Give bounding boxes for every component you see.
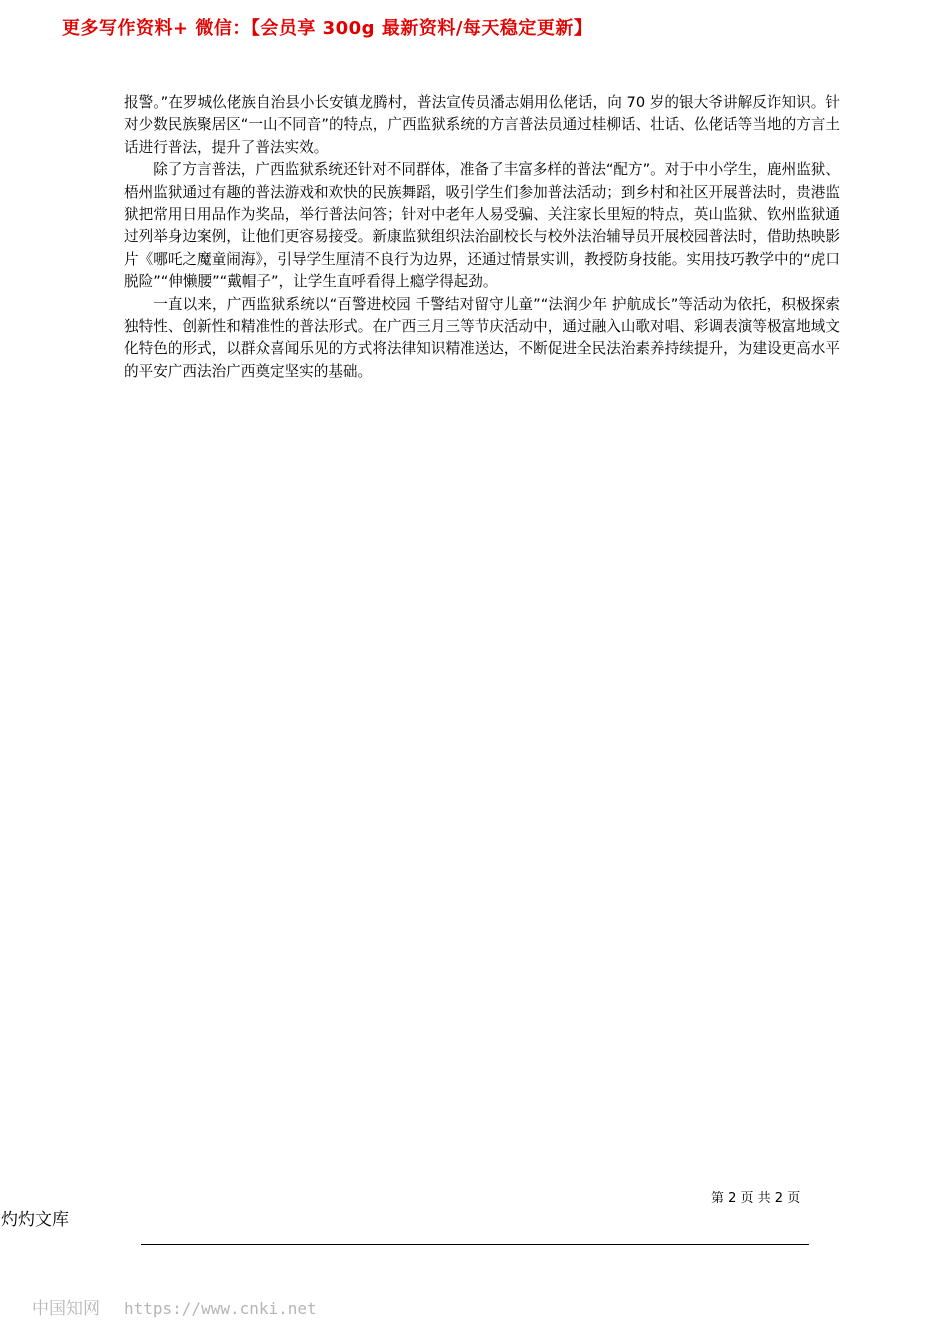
- cnki-watermark: [32, 1294, 317, 1319]
- watermark-url: https://www.cnki.net: [124, 1299, 317, 1318]
- paragraph-1: 报警。”在罗城仫佬族自治县小长安镇龙腾村，普法宣传员潘志娟用仫佬话，向 70 岁的银大爷讲解反诈知识。针对少数民族聚居区“一山不同音”的特点，广西监狱系统的方言普法员通过桂柳话、壮话、仫佬话等当地的方言土话进行普法，提升了普法实效。: [124, 94, 840, 156]
- watermark-site-name: 中国知网: [32, 1299, 100, 1319]
- promo-banner: 更多写作资料+ 微信：【会员享 300g 最新资料/每天稳定更新】: [62, 18, 593, 39]
- paragraph-2: 除了方言普法，广西监狱系统还针对不同群体，准备了丰富多样的普法“配方”。对于中小学生，鹿州监狱、梧州监狱通过有趣的普法游戏和欢快的民族舞蹈，吸引学生们参加普法活动；到乡村和社区开展普法时，贵港监狱把常用日用品作为奖品，举行普法问答；针对中老年人易受骗、关注家长里短的特点，英山监狱、钦州监狱通过列举身边案例，让他们更容易接受。新康监狱组织法治副校长与校外法治辅导员开展校园普法时，借助热映影片《哪吒之魔童闹海》，引导学生厘清不良行为边界，还通过情景实训，教授防身技能。实用技巧教学中的“虎口脱险”“伸懒腰”“戴帽子”，让学生直呼看得上瘾学得起劲。: [124, 161, 840, 291]
- footer-divider: [141, 1244, 809, 1245]
- paragraph-3: 一直以来，广西监狱系统以“百警进校园 千警结对留守儿童”“法润少年 护航成长”等活动为依托，积极探索独特性、创新性和精准性的普法形式。在广西三月三等节庆活动中，通过融入山歌对唱、彩调表演等极富地域文化特色的形式，以群众喜闻乐见的方式将法律知识精准送达，不断促进全民法治素养持续提升，为建设更高水平的平安广西法治广西奠定坚实的基础。: [124, 295, 840, 380]
- library-name: 灼灼文库: [1, 1210, 69, 1230]
- page-number: 第 2 页 共 2 页: [711, 1191, 801, 1206]
- document-body: [124, 92, 840, 383]
